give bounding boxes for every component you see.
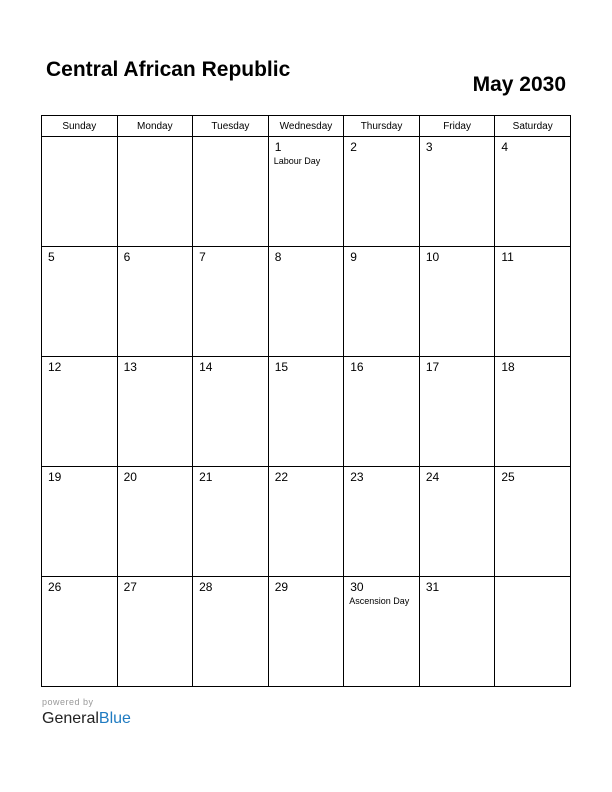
day-cell	[495, 467, 571, 577]
footer	[42, 697, 131, 730]
day-number: 12	[48, 360, 62, 374]
day-number: 2	[350, 140, 357, 154]
day-number: 27	[123, 580, 137, 594]
brand-general: General	[42, 710, 99, 727]
day-number: 10	[425, 250, 440, 264]
day-number: 9	[350, 250, 357, 264]
day-number: 6	[123, 250, 131, 264]
weekday-thursday: Thursday	[344, 116, 420, 137]
day-number: 15	[274, 360, 289, 374]
week-row	[42, 137, 571, 247]
brand-blue: Blue	[98, 710, 131, 727]
day-cell	[419, 577, 495, 687]
day-cell	[344, 467, 420, 577]
day-cell	[268, 247, 344, 357]
week-row	[42, 467, 571, 577]
day-number: 30	[350, 580, 364, 594]
day-cell	[495, 357, 571, 467]
week-row	[42, 247, 571, 357]
day-cell	[268, 137, 344, 247]
day-cell	[117, 577, 193, 687]
weekday-friday: Friday	[419, 116, 495, 137]
day-cell	[268, 357, 344, 467]
holiday-label: Ascension Day	[349, 596, 410, 606]
weekday-tuesday: Tuesday	[193, 116, 269, 137]
day-number: 7	[199, 250, 206, 264]
day-cell	[268, 467, 344, 577]
day-cell	[344, 247, 420, 357]
calendar-title: Central African Republic	[46, 58, 291, 81]
day-number: 3	[425, 140, 433, 154]
day-number: 16	[350, 360, 364, 374]
day-number: 21	[199, 470, 213, 484]
day-cell	[419, 357, 495, 467]
brand-logo	[42, 708, 131, 730]
day-cell	[117, 247, 193, 357]
day-number: 19	[48, 470, 62, 484]
day-number: 18	[501, 360, 515, 374]
day-number: 25	[501, 470, 515, 484]
day-number: 26	[48, 580, 62, 594]
day-cell	[193, 467, 269, 577]
day-number: 14	[199, 360, 213, 374]
holiday-label: Labour Day	[273, 156, 321, 166]
day-cell	[117, 357, 193, 467]
day-number: 1	[274, 140, 282, 154]
day-cell	[419, 247, 495, 357]
calendar-body	[42, 137, 571, 687]
day-cell	[193, 137, 269, 247]
day-cell	[344, 137, 420, 247]
weekday-monday: Monday	[117, 116, 193, 137]
day-number: 28	[199, 580, 213, 594]
day-cell	[193, 577, 269, 687]
weekday-wednesday: Wednesday	[268, 116, 344, 137]
day-cell	[495, 247, 571, 357]
day-number: 23	[350, 470, 364, 484]
day-number: 31	[425, 580, 440, 594]
day-cell	[117, 467, 193, 577]
day-cell	[42, 247, 118, 357]
day-number: 4	[501, 140, 509, 154]
day-cell	[42, 357, 118, 467]
day-cell	[42, 467, 118, 577]
weekday-sunday: Sunday	[42, 116, 118, 137]
day-cell	[495, 577, 571, 687]
day-cell	[193, 247, 269, 357]
day-cell	[344, 577, 420, 687]
day-cell	[419, 137, 495, 247]
day-number: 11	[501, 250, 514, 264]
week-row	[42, 357, 571, 467]
day-cell	[117, 137, 193, 247]
day-cell	[268, 577, 344, 687]
week-row	[42, 577, 571, 687]
day-number: 20	[123, 470, 137, 484]
day-number: 24	[425, 470, 440, 484]
weekday-header-row	[42, 116, 571, 137]
day-number: 13	[123, 360, 137, 374]
weekday-saturday: Saturday	[495, 116, 571, 137]
day-cell	[193, 357, 269, 467]
powered-by-text: powered by	[42, 697, 94, 707]
day-cell	[344, 357, 420, 467]
day-number: 17	[425, 360, 440, 374]
day-cell	[42, 137, 118, 247]
day-number: 22	[274, 470, 289, 484]
calendar-grid	[41, 115, 571, 687]
day-number: 5	[48, 250, 55, 264]
day-number: 29	[274, 580, 289, 594]
day-number: 8	[274, 250, 282, 264]
month-label: May 2030	[472, 73, 566, 96]
day-cell	[495, 137, 571, 247]
day-cell	[419, 467, 495, 577]
day-cell	[42, 577, 118, 687]
